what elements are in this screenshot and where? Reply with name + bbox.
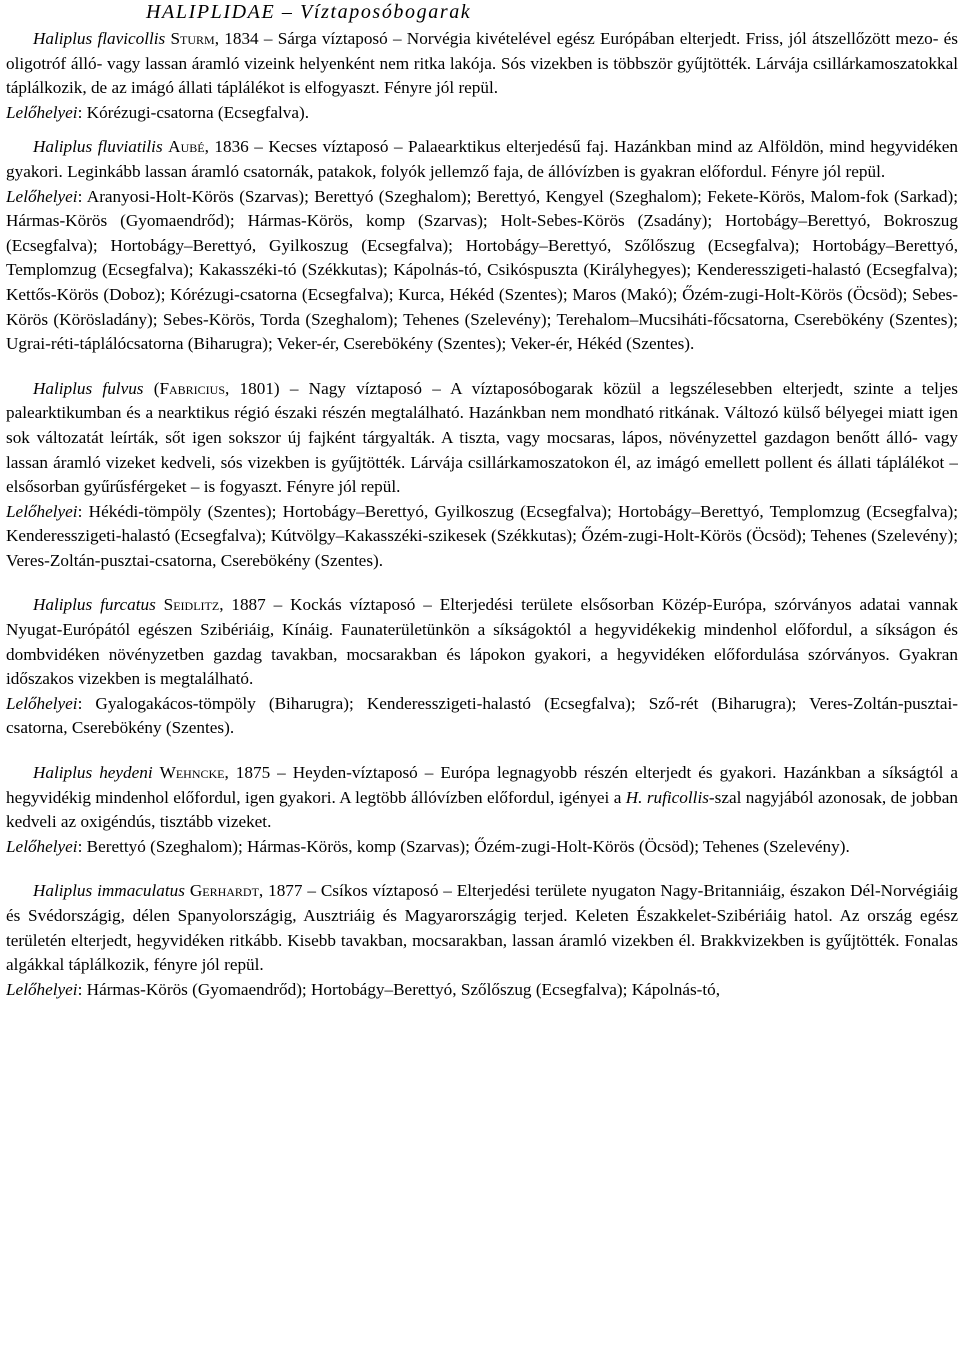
species-description: [6, 761, 958, 835]
localities-text: : Hékédi-tömpöly (Szentes); Hortobágy–Berettyó, Gyilkoszug (Ecsegfalva); Hortobágy–Berettyó, Templomzug (Ecsegfalva); Kenderesszigeti-halastó (Ecsegfalva); Kútvölgy–Kakasszéki-szikesek (Székkutas); Őzém-zugi-Holt-Körös (Öcsöd); Tehenes (Szelevény); Veres-Zoltán-pusztai-csatorna, Cserebökény (Szentes).: [6, 501, 958, 570]
species-entry-fluviatilis: [6, 135, 958, 356]
species-localities: [6, 835, 958, 860]
species-text-continued: -szal nagyjából azonosak, de jobban kedveli az oxigéndús, tisztább vizeket.: [6, 787, 958, 832]
species-localities: [6, 185, 958, 357]
species-localities: [6, 101, 958, 126]
species-reference-name: H. ruficollis: [625, 787, 709, 807]
localities-label: Lelőhelyei: [6, 693, 78, 713]
species-author: Wehncke: [159, 763, 225, 783]
species-localities: [6, 500, 958, 574]
species-description: [6, 27, 958, 101]
localities-label: Lelőhelyei: [6, 836, 78, 856]
page-title: HALIPLIDAE – Víztaposóbogarak: [146, 1, 472, 23]
species-text: , 1836 – Kecses víztaposó – Palaearktikus elterjedésű faj. Hazánkban mind az Alföldön, mind hegyvidéken gyakori. Leginkább lassan áramló csatornák, patakok, folyók jellemző faja, de állóvízben is gyakran előfordul. Fényre jól repül.: [6, 137, 958, 181]
species-text: , 1875 – Heyden-víztaposó – Európa legnagyobb részén elterjedt és gyakori. Hazánkban a síkságtól a hegyvidékig mindenhol előfordul, igen gyakori. A legtöbb állóvízben előfordul, igényei a: [6, 763, 958, 807]
species-author: Gerhardt: [189, 881, 259, 901]
species-description: [6, 377, 958, 500]
species-entry-flavicollis: [6, 27, 958, 125]
localities-text: : Aranyosi-Holt-Körös (Szarvas); Berettyó (Szeghalom); Berettyó, Kengyel (Szeghalom); Fekete-Körös, Malom-fok (Sarkad); Hármas-Körös (Gyomaendrőd); Hármas-Körös, komp (Szarvas); Holt-Sebes-Körös (Zsadány); Hortobágy–Berettyó, Bokroszug (Ecsegfalva); Hortobágy–Berettyó, Gyilkoszug (Ecsegfalva); Hortobágy–Berettyó, Szőlőszug (Ecsegfalva); Hortobágy–Berettyó, Templomzug (Ecsegfalva); Kakasszéki-tó (Székkutas); Kápolnás-tó, Csikóspuszta (Királyhegyes); Kenderesszigeti-halastó (Ecsegfalva); Kettős-Körös (Doboz); Kórézugi-csatorna (Ecsegfalva); Kurca, Hékéd (Szentes); Maros (Makó); Őzém-zugi-Holt-Körös (Öcsöd); Sebes-Körös (Körösladány); Sebes-Körös, Torda (Szeghalom); Tehenes (Szelevény); Terehalom–Mucsiháti-főcsatorna, Cserebökény (Szentes); Ugrai-réti-táplálócsatorna (Biharugra); Veker-ér, Cserebökény (Szentes); Veker-ér, Hékéd (Szentes).: [6, 186, 958, 354]
species-entry-heydeni: [6, 761, 958, 859]
localities-label: Lelőhelyei: [6, 102, 78, 122]
species-text: , 1834 – Sárga víztaposó – Norvégia kivételével egész Európában elterjedt. Friss, jól átszellőzött mezo- és oligotróf álló- vagy lassan áramló vizeink helyenként nem ritka lakója. Sós vizekben is többször gyűjtötték. Lárvája csillárkamoszatokkal táplálkozik, de az imágó állati táplálékot is elfogyaszt. Fényre jól repül.: [6, 29, 958, 98]
species-author: Aubé: [168, 137, 205, 157]
species-text: , 1801) – Nagy víztaposó – A víztaposóbogarak közül a legszélesebben elterjedt, szinte a teljes palearktikumban és a nearktikus régió északi részén megtalálható. Hazánkban nem mondható ritkának. Változó külső bélyegei miatt igen sok változatát leírták, sőt igen sokszor új fajként tárgyalták. A tiszta, vagy mocsaras, lápos, növényzettel gazdagon benőtt álló- vagy lassan áramló vizeket kedveli, sós vizekben is gyűjtötték. Lárvája csillárkamoszatokon él, az imágó emellett pollent és állati táplálékot – elsősorban gyűrűsférgeket – is fogyaszt. Fényre jól repül.: [6, 378, 958, 497]
species-description: [6, 135, 958, 184]
species-author-prefix: (: [143, 378, 160, 398]
species-latin-name: Haliplus fulvus: [33, 378, 144, 398]
species-text: , 1877 – Csíkos víztaposó – Elterjedési területe nyugaton Nagy-Britanniáig, északon Dél-Norvégiáig és Svédországig, délen Spanyolországig, Ausztriáig és Magyarországig terjed. Keleten Északkelet-Szibériáig hatol. Az ország egész területén elterjedt, hegyvidéken ritkább. Kisebb tavakban, mocsarakban, lassan áramló vizekben él. Brakkvizekben is gyűjtötték. Fonalas algákkal táplálkozik, fényre jól repül.: [6, 881, 958, 975]
document-page: [6, 0, 958, 1353]
species-text: , 1887 – Kockás víztaposó – Elterjedési területe elsősorban Közép-Európa, szórványos adatai vannak Nyugat-Európától egészen Szibériáig, Kínáig. Faunaterületünkön a síkságoktól a hegyvidékekig mindenhol előfordul, a síkságon és dombvidéken növényzetben gazdag tavakban, mocsarakban és lápokon gyakori, a hegyvidéken előfordulása szórványos. Gyakran időszakos vizekben is megtalálható.: [6, 595, 958, 689]
localities-label: Lelőhelyei: [6, 501, 78, 521]
species-localities: [6, 978, 958, 1003]
species-author: Fabricius: [159, 378, 226, 398]
localities-label: Lelőhelyei: [6, 979, 78, 999]
species-author: Seidlitz: [163, 595, 220, 615]
species-entry-immaculatus: [6, 879, 958, 1002]
species-entry-fulvus: [6, 377, 958, 574]
localities-text: : Hármas-Körös (Gyomaendrőd); Hortobágy–Berettyó, Szőlőszug (Ecsegfalva); Kápolnás-tó,: [77, 979, 721, 999]
localities-text: : Berettyó (Szeghalom); Hármas-Körös, komp (Szarvas); Őzém-zugi-Holt-Körös (Öcsöd); Tehenes (Szelevény).: [77, 836, 850, 856]
localities-text: : Kórézugi-csatorna (Ecsegfalva).: [77, 102, 310, 122]
species-author: Sturm: [170, 29, 215, 48]
species-latin-name: Haliplus fluviatilis: [33, 137, 163, 157]
species-description: [6, 593, 958, 691]
species-latin-name: Haliplus furcatus: [33, 595, 156, 615]
species-description: [6, 879, 958, 977]
localities-text: : Gyalogakácos-tömpöly (Biharugra); Kenderesszigeti-halastó (Ecsegfalva); Sző-rét (Biharugra); Veres-Zoltán-pusztai-csatorna, Cserebökény (Szentes).: [6, 693, 958, 738]
species-latin-name: Haliplus flavicollis: [33, 29, 166, 48]
species-entry-furcatus: [6, 593, 958, 741]
species-latin-name: Haliplus immaculatus: [33, 881, 185, 901]
localities-label: Lelőhelyei: [6, 186, 78, 206]
species-latin-name: Haliplus heydeni: [33, 763, 153, 783]
species-localities: [6, 692, 958, 741]
